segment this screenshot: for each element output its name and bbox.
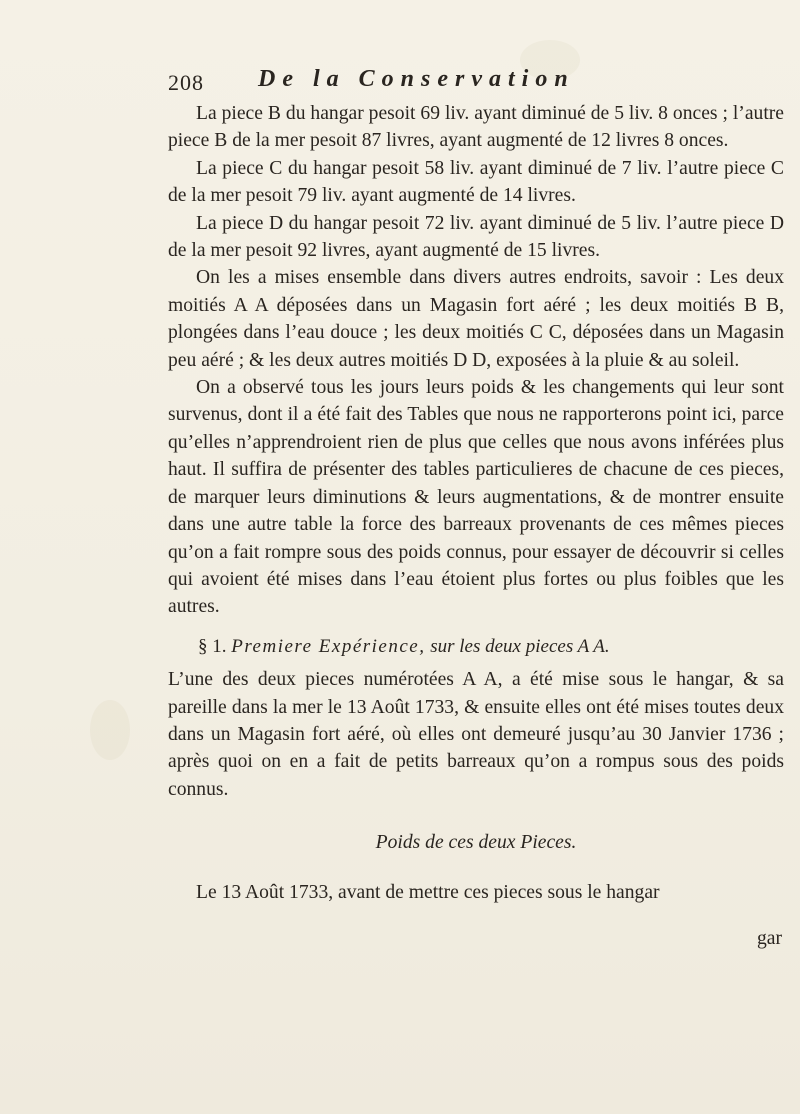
page-header: [168, 66, 668, 96]
paragraph: La piece D du hangar pesoit 72 liv. ayant diminué de 5 liv. l’autre piece D de la mer pesoit 92 livres, ayant augmenté de 15 livres.: [168, 212, 784, 262]
paragraph: La piece C du hangar pesoit 58 liv. ayant diminué de 7 liv. l’autre piece C de la mer pesoit 79 liv. ayant augmenté de 14 livres.: [168, 157, 784, 207]
section-subtitle: sur les deux pieces A A.: [430, 635, 610, 657]
text-block: [168, 100, 784, 906]
paragraph: Le 13 Août 1733, avant de mettre ces pieces sous le hangar: [196, 881, 660, 903]
paragraph: On les a mises ensemble dans divers autres endroits, savoir : Les deux moitiés A A déposées dans un Magasin fort aéré ; les deux moitiés B B, plongées dans l’eau douce ; les deux moitiés C C, déposées dans un Magasin peu aéré ; & les deux autres moitiés D D, exposées à la pluie & au soleil.: [168, 267, 784, 371]
running-head: De la Conservation: [258, 66, 575, 92]
section-number: § 1.: [198, 635, 227, 657]
section-title: Premiere Expérience,: [231, 635, 426, 657]
paragraph: La piece B du hangar pesoit 69 liv. ayant diminué de 5 liv. 8 onces ; l’autre piece B de la mer pesoit 87 livres, ayant augmenté de 12 livres 8 onces.: [168, 103, 784, 152]
section-heading: [168, 633, 784, 660]
paragraph: On a observé tous les jours leurs poids & les changements qui leur sont survenus, dont il a été fait des Tables que nous ne rapporterons point ici, parce qu’elles n’apprendroient rien de plus que celles que nous avons inférées plus haut. Il suffira de présenter des tables particulieres de chacune de ces pieces, de marquer leurs diminutions & leurs augmentations, & de montrer ensuite dans une autre table la force des barreaux provenants de ces mêmes pieces qu’on a fait rompre sous des poids connus, pour essayer de découvrir si celles qui avoient été mises dans l’eau étoient plus fortes ou plus foibles que les autres.: [168, 377, 784, 618]
catchword: gar: [756, 928, 782, 949]
table-heading: Poids de ces deux Pieces.: [375, 832, 577, 854]
section-paragraph: L’une des deux pieces numérotées A A, a été mise sous le hangar, & sa pareille dans la mer le 13 Août 1733, & ensuite elles ont été mises toutes deux dans un Magasin fort aéré, où elles ont demeuré jusqu’au 30 Janvier 1736 ; après quoi on en a fait de petits barreaux qu’on a rompus sous des poids connus.: [168, 669, 784, 800]
paper-stain: [90, 700, 130, 760]
page-number: 208: [168, 70, 204, 95]
